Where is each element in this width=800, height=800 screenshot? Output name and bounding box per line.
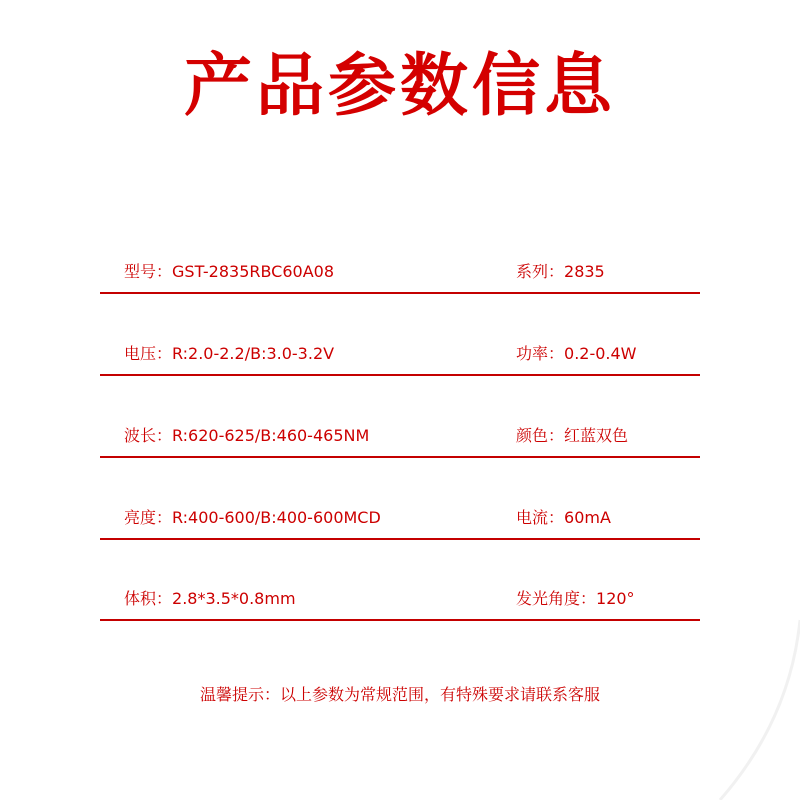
- spec-voltage: [124, 334, 334, 374]
- spec-label: 功率：: [516, 344, 565, 363]
- spec-label: 体积：: [124, 589, 173, 608]
- spec-row-size: [100, 579, 700, 621]
- spec-label: 系列：: [516, 262, 565, 281]
- spec-value: 0.2-0.4W: [564, 344, 637, 363]
- spec-beam-angle: [516, 579, 635, 619]
- spec-color: [516, 416, 628, 456]
- spec-value: R:2.0-2.2/B:3.0-3.2V: [172, 344, 335, 363]
- spec-brightness: [124, 498, 381, 538]
- spec-row-model: [100, 252, 700, 294]
- page-title: 产品参数信息: [183, 47, 616, 126]
- spec-value: 60mA: [564, 508, 611, 527]
- spec-current: [516, 498, 611, 538]
- spec-value: R:620-625/B:460-465NM: [172, 426, 370, 445]
- spec-model: [124, 252, 334, 292]
- spec-value: 120°: [596, 589, 635, 608]
- spec-value: R:400-600/B:400-600MCD: [172, 508, 381, 527]
- spec-row-voltage: [100, 334, 700, 376]
- spec-label: 颜色：: [516, 426, 565, 445]
- spec-power: [516, 334, 637, 374]
- spec-value: 2835: [564, 262, 605, 281]
- footer-note: 温馨提示：以上参数为常规范围，有特殊要求请联系客服: [199, 685, 600, 704]
- spec-value: 红蓝双色: [564, 426, 629, 445]
- spec-label: 型号：: [124, 262, 173, 281]
- spec-row-wavelength: [100, 416, 700, 458]
- spec-label: 电流：: [516, 508, 565, 527]
- spec-series: [516, 252, 605, 292]
- spec-value: GST-2835RBC60A08: [172, 262, 335, 281]
- spec-label: 发光角度：: [516, 589, 597, 608]
- spec-size: [124, 579, 296, 619]
- spec-row-brightness: [100, 498, 700, 540]
- spec-value: 2.8*3.5*0.8mm: [172, 589, 296, 608]
- spec-label: 波长：: [124, 426, 173, 445]
- spec-wavelength: [124, 416, 369, 456]
- spec-label: 亮度：: [124, 508, 173, 527]
- spec-label: 电压：: [124, 344, 173, 363]
